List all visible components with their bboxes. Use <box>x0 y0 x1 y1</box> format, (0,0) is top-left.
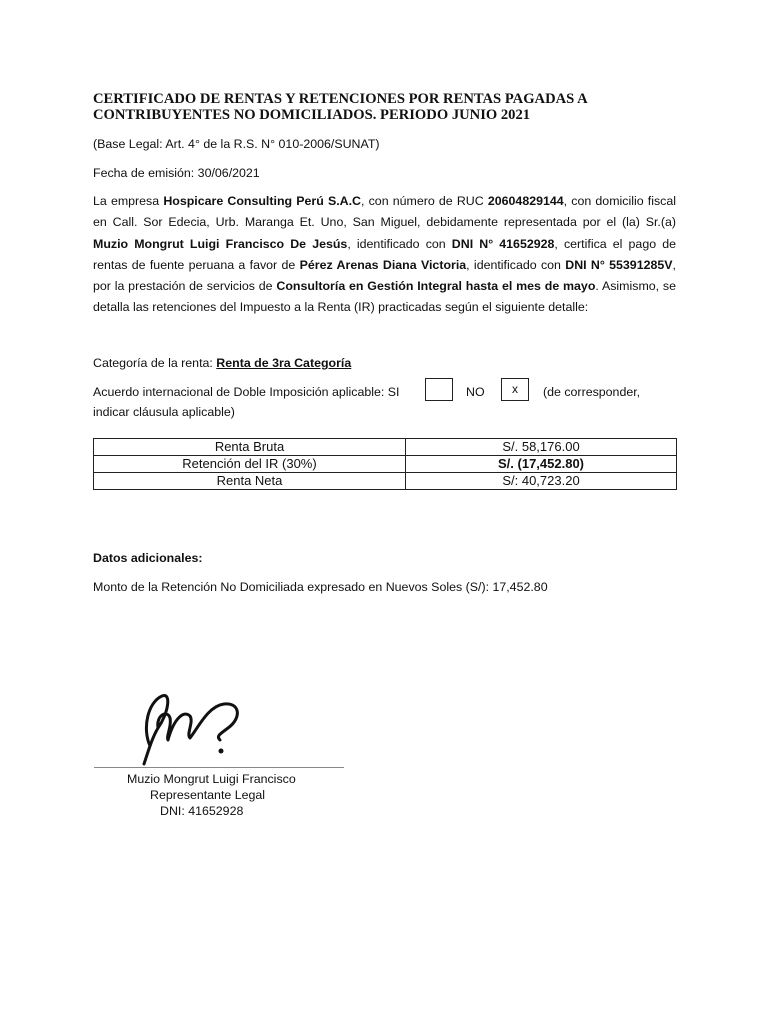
signatory-dni: DNI: 41652928 <box>160 804 244 818</box>
representative-dni: DNI N° 41652928 <box>451 236 555 251</box>
acuerdo-suffix: (de corresponder, <box>543 385 641 399</box>
categoria-renta <box>93 356 351 370</box>
acuerdo-line2: indicar cláusula aplicable) <box>93 405 235 419</box>
renta-table <box>93 438 677 490</box>
categoria-value: Renta de 3ra Categoría <box>216 356 352 370</box>
document-title: CERTIFICADO DE RENTAS Y RETENCIONES POR RENTAS PAGADAS A CONTRIBUYENTES NO DOMICILIADOS. PERIODO JUNIO 2021 <box>93 91 587 123</box>
certificate-body <box>93 191 676 319</box>
signature-image <box>120 688 250 768</box>
acuerdo-label: Acuerdo internacional de Doble Imposición aplicable: SI <box>93 385 400 399</box>
table-row <box>94 439 677 456</box>
row-label: Renta Bruta <box>94 439 406 456</box>
beneficiary-dni: DNI N° 55391285V <box>565 257 673 272</box>
monto-retencion: Monto de la Retención No Domiciliada expresado en Nuevos Soles (S/): 17,452.80 <box>93 580 548 594</box>
base-legal: (Base Legal: Art. 4° de la R.S. N° 010-2006/SUNAT) <box>93 137 380 151</box>
body-text: , con domicilio fiscal en Call. Sor Edecia, Urb. Maranga Et. Uno, San Miguel, debidamente representada por el (la) Sr.(a) <box>93 194 676 230</box>
signature-line <box>94 767 344 768</box>
body-text: , certifica el pago de rentas de fuente peruana a favor de <box>93 236 676 272</box>
no-checkbox: x <box>501 378 529 401</box>
row-label: Renta Neta <box>94 473 406 490</box>
body-text: La empresa <box>93 194 164 208</box>
categoria-label: Categoría de la renta: <box>93 356 217 370</box>
row-label: Retención del IR (30%) <box>94 456 406 473</box>
row-value: S/. 58,176.00 <box>406 439 677 456</box>
beneficiary-name: Pérez Arenas Diana Victoria <box>299 257 467 272</box>
no-label: NO <box>466 385 485 399</box>
representative-name: Muzio Mongrut Luigi Francisco De Jesús <box>93 236 348 251</box>
signatory-name: Muzio Mongrut Luigi Francisco <box>127 772 296 786</box>
body-text: , por la prestación de servicios de <box>93 257 676 294</box>
si-checkbox <box>425 378 453 401</box>
body-text: , identificado con <box>347 236 452 251</box>
table-row <box>94 456 677 473</box>
fecha-emision: Fecha de emisión: 30/06/2021 <box>93 166 260 180</box>
table-row <box>94 473 677 490</box>
company-name: Hospicare Consulting Perú S.A.C <box>163 194 361 208</box>
ruc-number: 20604829144 <box>487 194 564 208</box>
row-value: S/. (17,452.80) <box>406 456 677 473</box>
row-value: S/: 40,723.20 <box>406 473 677 490</box>
signatory-role: Representante Legal <box>150 788 266 802</box>
body-text: , identificado con <box>466 257 566 272</box>
body-text: . Asimismo, se detalla las retenciones del Impuesto a la Renta (IR) practicadas según el siguiente detalle: <box>93 279 676 315</box>
body-text: , con número de RUC <box>361 194 488 208</box>
datos-adicionales-heading: Datos adicionales: <box>93 551 203 565</box>
service-description: Consultoría en Gestión Integral hasta el mes de mayo <box>276 279 596 294</box>
